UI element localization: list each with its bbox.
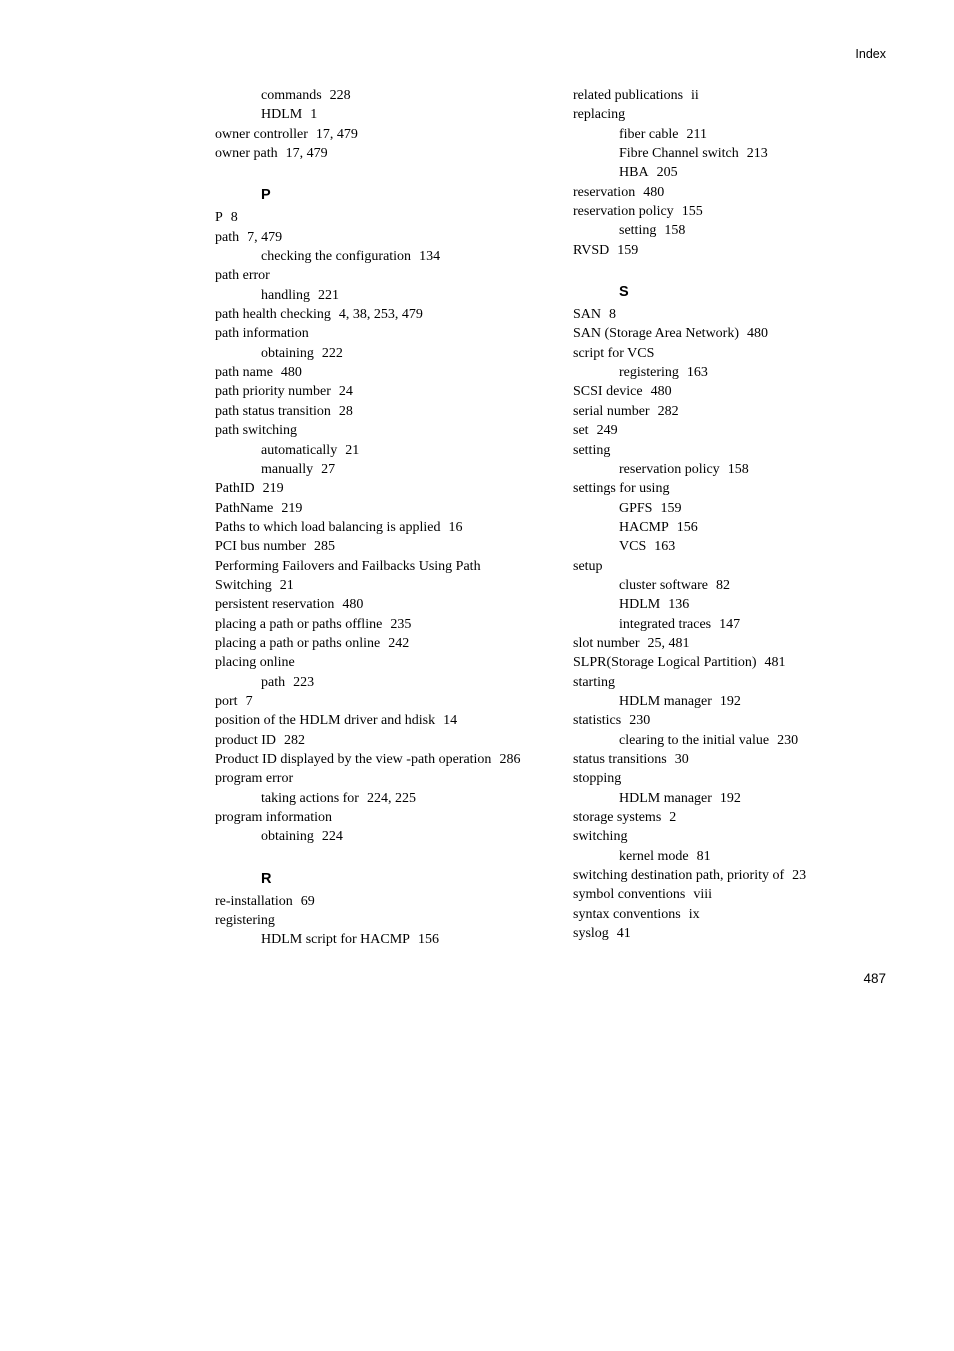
index-page-refs: 30	[674, 752, 689, 767]
index-entry	[215, 892, 550, 911]
index-page-refs: 7, 479	[247, 229, 283, 245]
index-term: product ID	[215, 732, 277, 748]
index-entry	[215, 479, 550, 498]
index-subentry	[573, 731, 903, 750]
index-page-refs: 4, 38, 253, 479	[338, 307, 423, 323]
index-page-refs: 224	[321, 829, 343, 845]
index-subentry	[215, 247, 550, 266]
index-section-letter: S	[619, 284, 629, 301]
index-entry	[215, 363, 550, 382]
index-entry	[573, 750, 903, 769]
index-term: script for VCS	[573, 345, 655, 361]
index-page-refs: ix	[688, 906, 700, 922]
index-entry	[215, 208, 550, 227]
index-entry	[573, 808, 903, 827]
index-page-refs: 27	[321, 461, 336, 477]
index-term: path information	[215, 326, 309, 342]
index-term: HBA	[619, 165, 649, 181]
index-term: persistent reservation	[215, 597, 335, 613]
index-term: obtaining	[261, 345, 314, 361]
index-term: syslog	[573, 926, 609, 942]
index-page-refs: 222	[321, 345, 343, 361]
index-subentry	[215, 460, 550, 479]
index-entry	[215, 911, 550, 930]
index-term: PathName	[215, 500, 274, 516]
index-page-refs: 81	[696, 848, 711, 864]
index-term: cluster software	[619, 577, 709, 593]
index-page-refs: 159	[617, 242, 639, 258]
index-term: integrated traces	[619, 616, 712, 632]
index-term: registering	[619, 365, 679, 381]
index-entry	[215, 653, 550, 672]
index-term: path status transition	[215, 403, 331, 419]
index-subentry	[573, 163, 903, 182]
index-term: position of the HDLM driver and hdisk	[215, 713, 436, 729]
index-page-refs: 156	[417, 932, 439, 948]
section-spacer	[215, 163, 550, 182]
index-entry	[573, 905, 903, 924]
index-term: path health checking	[215, 307, 331, 323]
index-term: RVSD	[573, 242, 610, 258]
index-entry	[573, 866, 903, 885]
index-entry	[215, 731, 550, 750]
index-entry	[573, 382, 903, 401]
index-subentry	[573, 847, 903, 866]
index-page-refs: 230	[777, 732, 799, 748]
index-entry	[215, 421, 550, 440]
index-term: owner controller	[215, 126, 308, 142]
index-subentry	[573, 576, 903, 595]
index-term: stopping	[573, 771, 622, 787]
index-term: slot number	[573, 635, 640, 651]
index-entry	[215, 576, 550, 595]
index-term: HDLM manager	[619, 790, 712, 806]
index-page-refs: 480	[747, 326, 769, 342]
index-term: HDLM	[619, 597, 661, 613]
index-page-refs: 21	[279, 577, 294, 593]
index-page-refs: viii	[693, 887, 713, 903]
index-page-refs: 17, 479	[285, 146, 328, 162]
index-entry	[573, 305, 903, 324]
index-page-refs: 480	[342, 597, 364, 613]
index-subentry	[573, 615, 903, 634]
index-term: P	[215, 210, 223, 226]
index-page-refs: 480	[643, 184, 665, 200]
index-subentry	[573, 144, 903, 163]
index-entry	[573, 711, 903, 730]
index-term: SAN	[573, 307, 602, 323]
index-subentry	[215, 86, 550, 105]
index-page-refs: 205	[656, 165, 678, 181]
index-entry	[573, 202, 903, 221]
index-term: setup	[573, 558, 603, 574]
index-page-refs: 8	[230, 210, 238, 226]
index-term: settings for using	[573, 481, 670, 497]
index-page-refs: 147	[719, 616, 741, 632]
index-entry	[573, 885, 903, 904]
index-entry	[215, 634, 550, 653]
index-term: path switching	[215, 423, 298, 439]
index-entry	[215, 266, 550, 285]
index-page-refs: 159	[660, 500, 682, 516]
index-term: port	[215, 693, 238, 709]
index-subentry	[573, 537, 903, 556]
index-entry	[215, 499, 550, 518]
index-term: statistics	[573, 713, 622, 729]
index-entry	[573, 634, 903, 653]
index-entry	[215, 557, 550, 576]
index-entry	[573, 344, 903, 363]
index-term: obtaining	[261, 829, 314, 845]
index-term: commands	[261, 88, 322, 103]
index-term: path	[261, 674, 286, 690]
index-page-refs: 41	[616, 926, 631, 942]
index-entry	[573, 241, 903, 260]
index-entry	[215, 382, 550, 401]
index-subentry	[215, 827, 550, 846]
index-page-refs: 286	[499, 752, 521, 767]
index-page-refs: 211	[686, 126, 707, 142]
index-term: checking the configuration	[261, 249, 412, 265]
index-term: registering	[215, 913, 275, 929]
index-term: placing online	[215, 655, 295, 671]
index-page-refs: 25, 481	[647, 635, 690, 651]
page-number: 487	[863, 971, 886, 986]
index-page-refs: 223	[293, 674, 315, 690]
index-term: automatically	[261, 442, 338, 458]
index-column-right	[573, 86, 903, 943]
index-term: PCI bus number	[215, 539, 306, 555]
index-term: placing a path or paths offline	[215, 616, 383, 632]
index-page-refs: 82	[716, 577, 731, 593]
index-page-refs: 480	[280, 365, 302, 381]
index-page-refs: 14	[443, 713, 458, 729]
index-subentry	[215, 930, 550, 949]
index-term: reservation policy	[573, 204, 674, 220]
index-page-refs: 481	[764, 655, 786, 671]
index-subentry	[215, 105, 550, 124]
index-page-refs: 134	[419, 249, 441, 265]
index-subentry	[215, 344, 550, 363]
index-page-refs: 282	[284, 732, 306, 748]
index-term: owner path	[215, 146, 278, 162]
index-page-refs: 155	[681, 204, 703, 220]
index-page-refs: 21	[345, 442, 360, 458]
index-page-refs: 69	[300, 893, 315, 909]
index-term: setting	[619, 223, 657, 239]
index-term: path	[215, 229, 240, 245]
index-page-refs: 221	[318, 287, 339, 303]
index-entry	[215, 518, 550, 537]
index-term: Paths to which load balancing is applied	[215, 519, 441, 535]
index-entry	[573, 105, 903, 124]
index-entry	[215, 692, 550, 711]
index-term: storage systems	[573, 810, 662, 826]
index-entry	[215, 808, 550, 827]
index-entry	[573, 769, 903, 788]
index-entry	[573, 924, 903, 943]
index-page-refs: 24	[338, 384, 353, 400]
index-entry	[215, 305, 550, 324]
index-subentry	[215, 286, 550, 305]
index-entry	[573, 673, 903, 692]
index-term: handling	[261, 287, 310, 303]
index-term: SCSI device	[573, 384, 643, 400]
index-entry	[573, 421, 903, 440]
index-page-refs: 192	[719, 790, 741, 806]
index-page-refs: 17, 479	[315, 126, 358, 142]
index-page-refs: ii	[691, 88, 699, 103]
index-entry	[573, 653, 903, 672]
index-term: starting	[573, 674, 615, 690]
index-subentry	[573, 460, 903, 479]
index-term: path priority number	[215, 384, 331, 400]
index-term: kernel mode	[619, 848, 689, 864]
index-page-refs: 282	[657, 403, 679, 419]
index-subentry	[215, 789, 550, 808]
index-entry	[573, 86, 903, 105]
index-entry	[215, 711, 550, 730]
index-term: HDLM script for HACMP	[261, 932, 410, 948]
index-term: status transitions	[573, 752, 667, 767]
index-term: setting	[573, 442, 611, 458]
index-term: switching destination path, priority of	[573, 868, 785, 884]
index-term: HDLM manager	[619, 693, 712, 709]
index-subentry	[573, 499, 903, 518]
index-term: program error	[215, 771, 294, 787]
index-subentry	[573, 221, 903, 240]
index-page-refs: 28	[338, 403, 353, 419]
index-page-refs: 249	[596, 423, 618, 439]
index-term: fiber cable	[619, 126, 679, 142]
index-term: switching	[573, 829, 628, 845]
index-page-refs: 228	[329, 88, 351, 103]
section-spacer	[573, 260, 903, 279]
index-term: serial number	[573, 403, 650, 419]
index-entry	[215, 595, 550, 614]
index-page-refs: 192	[719, 693, 741, 709]
index-page-refs: 7	[245, 693, 253, 709]
index-term: program information	[215, 810, 333, 826]
index-term: VCS	[619, 539, 647, 555]
index-term: set	[573, 423, 589, 439]
index-term: path name	[215, 365, 273, 381]
index-subentry	[573, 595, 903, 614]
index-entry	[573, 441, 903, 460]
index-entry	[215, 228, 550, 247]
index-page-refs: 1	[310, 107, 318, 123]
index-entry	[215, 125, 550, 144]
index-term: SLPR(Storage Logical Partition)	[573, 655, 757, 671]
index-page-refs: 235	[390, 616, 412, 632]
running-header: Index	[855, 47, 886, 61]
index-entry	[215, 537, 550, 556]
index-entry	[573, 183, 903, 202]
index-page-refs: 136	[668, 597, 690, 613]
index-term: manually	[261, 461, 314, 477]
index-term: HACMP	[619, 519, 669, 535]
index-term: Fibre Channel switch	[619, 146, 739, 162]
index-page-refs: 156	[676, 519, 698, 535]
index-subentry	[573, 363, 903, 382]
index-entry	[573, 557, 903, 576]
index-term: SAN (Storage Area Network)	[573, 326, 740, 342]
index-term: GPFS	[619, 500, 653, 516]
index-term: reservation policy	[619, 461, 720, 477]
index-page-refs: 230	[629, 713, 651, 729]
index-entry	[215, 144, 550, 163]
index-subentry	[573, 518, 903, 537]
index-subentry	[215, 673, 550, 692]
index-term: syntax conventions	[573, 906, 681, 922]
index-subentry	[573, 125, 903, 144]
index-entry	[215, 402, 550, 421]
index-term: path error	[215, 268, 270, 284]
index-page-refs: 219	[281, 500, 303, 516]
index-page-refs: 163	[686, 365, 708, 381]
index-page-refs: 285	[314, 539, 335, 555]
index-term: taking actions for	[261, 790, 359, 806]
index-entry	[215, 750, 550, 769]
index-page-refs: 224, 225	[366, 790, 416, 806]
index-page-refs: 2	[669, 810, 677, 826]
section-spacer	[215, 847, 550, 866]
index-page-refs: 158	[727, 461, 749, 477]
index-page-refs: 16	[448, 519, 463, 535]
index-page-refs: 480	[650, 384, 672, 400]
index-page-refs: 242	[388, 635, 410, 651]
index-section-letter: R	[261, 870, 272, 887]
index-term: clearing to the initial value	[619, 732, 770, 748]
index-term: Switching	[215, 577, 272, 593]
index-subentry	[573, 692, 903, 711]
index-entry	[573, 402, 903, 421]
index-term: reservation	[573, 184, 636, 200]
index-subentry	[573, 789, 903, 808]
index-term: placing a path or paths online	[215, 635, 381, 651]
index-term: symbol conventions	[573, 887, 686, 903]
index-page-refs: 213	[746, 146, 768, 162]
index-page-refs: 219	[262, 481, 284, 497]
index-term: Performing Failovers and Failbacks Using Path	[215, 558, 481, 574]
index-page-refs: 8	[609, 307, 617, 323]
index-entry	[573, 479, 903, 498]
index-entry	[573, 324, 903, 343]
index-term: HDLM	[261, 107, 303, 123]
index-entry	[215, 769, 550, 788]
index-page-refs: 23	[792, 868, 807, 884]
index-subentry	[215, 441, 550, 460]
index-term: replacing	[573, 107, 626, 123]
index-column-left	[215, 86, 550, 950]
index-page-refs: 158	[664, 223, 686, 239]
index-term: re-installation	[215, 893, 293, 909]
index-entry	[215, 324, 550, 343]
index-section-letter: P	[261, 187, 271, 204]
index-term: Product ID displayed by the view -path operation	[215, 752, 492, 767]
index-entry	[215, 615, 550, 634]
index-entry	[573, 827, 903, 846]
index-page-refs: 163	[654, 539, 676, 555]
index-term: PathID	[215, 481, 255, 497]
index-term: related publications	[573, 88, 684, 103]
